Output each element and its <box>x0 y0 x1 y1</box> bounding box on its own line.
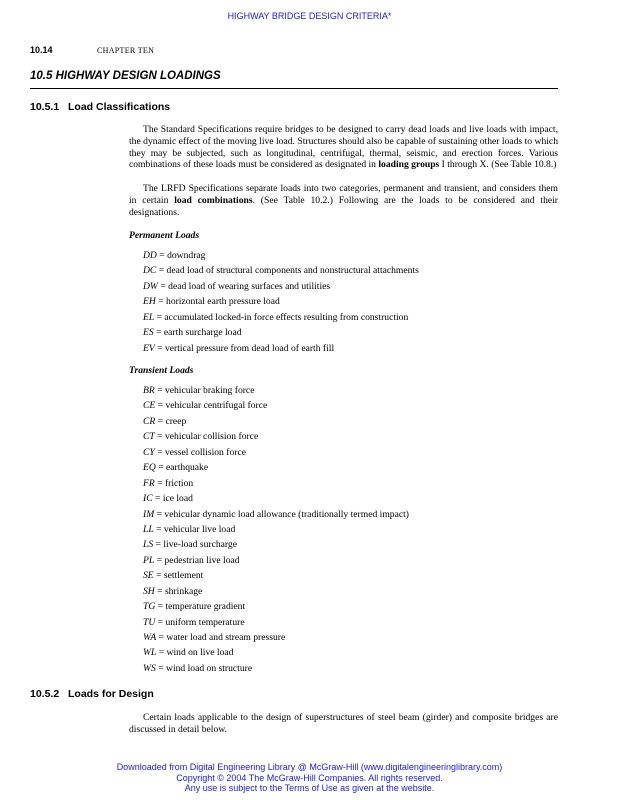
equals-sign: = <box>156 632 167 643</box>
equals-sign: = <box>154 585 165 597</box>
equals-sign: = <box>156 265 167 277</box>
transient-loads-heading: Transient Loads <box>129 365 194 376</box>
subsection-number: 10.5.2 <box>30 688 60 700</box>
load-description: live-load surcharge <box>163 539 237 551</box>
load-symbol: ES <box>143 327 154 339</box>
load-symbol: PL <box>143 554 155 566</box>
load-item-eh <box>143 294 419 309</box>
load-symbol: BR <box>143 385 155 396</box>
load-description: uniform temperature <box>165 616 245 628</box>
load-symbol: WL <box>143 647 157 659</box>
load-symbol: CE <box>143 400 156 412</box>
load-symbol: EV <box>143 342 155 354</box>
load-item-br <box>143 383 409 398</box>
load-item-cr <box>143 414 409 429</box>
load-description: dead load of structural components and nonstructural attachments <box>166 265 419 277</box>
load-item-ws <box>143 661 409 676</box>
load-symbol: SE <box>143 570 154 582</box>
subsection-title: Load Classifications <box>68 101 171 113</box>
equals-sign: = <box>156 647 167 659</box>
section-divider <box>30 88 558 89</box>
equals-sign: = <box>155 415 166 427</box>
load-description: vertical pressure from dead load of earth fill <box>164 342 335 354</box>
equals-sign: = <box>153 523 164 535</box>
load-symbol: CR <box>143 415 156 427</box>
equals-sign: = <box>154 431 165 443</box>
load-description: settlement <box>163 570 204 582</box>
paragraph-text: I through X. (See Table 10.8.) <box>439 159 557 171</box>
load-description: dead load of wearing surfaces and utilities <box>168 280 331 292</box>
equals-sign: = <box>152 493 163 505</box>
load-description: earthquake <box>166 462 209 474</box>
section-title: 10.5 HIGHWAY DESIGN LOADINGS <box>30 70 221 82</box>
load-item-pl <box>143 553 409 568</box>
paragraph-text: The LRFD Specifications separate loads into two categories, permanent and transient, and considers them in certain <box>129 183 558 206</box>
equals-sign: = <box>155 616 166 628</box>
load-symbol: SH <box>143 585 155 597</box>
paragraph-standard-specifications <box>129 124 558 171</box>
equals-sign: = <box>157 280 169 292</box>
load-item-im <box>143 507 409 522</box>
load-symbol: IC <box>143 493 153 505</box>
equals-sign: = <box>155 601 166 613</box>
load-item-wa <box>143 630 409 645</box>
equals-sign: = <box>153 570 164 582</box>
load-item-dc <box>143 263 419 278</box>
subsection-heading-load-classifications <box>30 101 170 113</box>
load-description: vehicular braking force <box>164 385 255 396</box>
load-symbol: CY <box>143 446 155 458</box>
load-symbol: EL <box>143 311 155 323</box>
load-item-dd <box>143 248 419 263</box>
equals-sign: = <box>156 250 168 261</box>
load-description: vehicular centrifugal force <box>165 400 268 412</box>
equals-sign: = <box>154 477 165 489</box>
footer-line-copyright: Copyright © 2004 The McGraw-Hill Companies. All rights reserved. <box>176 772 443 783</box>
load-symbol: TU <box>143 616 156 628</box>
footer-line-terms: Any use is subject to the Terms of Use as given at the website. <box>184 783 435 793</box>
paragraph-text: . (See Table 10.2.) Following are the loads to be considered and their designations. <box>129 194 559 218</box>
load-item-ct <box>143 429 409 444</box>
footer-line-download[interactable]: Downloaded from Digital Engineering Library @ McGraw-Hill (www.digitalengineeringlibrary.com) <box>116 762 503 772</box>
load-item-eq <box>143 460 409 475</box>
equals-sign: = <box>153 327 164 339</box>
equals-sign: = <box>154 342 165 354</box>
load-item-ce <box>143 398 409 413</box>
load-item-cy <box>143 445 409 460</box>
load-symbol: DC <box>143 265 157 277</box>
load-symbol: CT <box>143 431 155 443</box>
load-symbol: EQ <box>143 462 156 474</box>
load-symbol: DD <box>143 250 157 261</box>
equals-sign: = <box>154 446 165 458</box>
load-symbol: EH <box>143 296 156 308</box>
term-loading-groups: loading groups <box>378 159 440 171</box>
page-number: 10.14 <box>30 45 53 55</box>
load-item-se <box>143 568 409 583</box>
load-description: vessel collision force <box>164 446 246 458</box>
equals-sign: = <box>153 539 164 551</box>
load-description: vehicular collision force <box>164 431 259 443</box>
chapter-label: CHAPTER TEN <box>97 46 155 55</box>
equals-sign: = <box>155 296 167 308</box>
load-item-fr <box>143 476 409 491</box>
load-item-ll <box>143 522 409 537</box>
load-description: vehicular dynamic load allowance (traditionally termed impact) <box>164 508 409 520</box>
subsection-heading-loads-for-design <box>30 688 154 700</box>
load-description: creep <box>165 415 187 427</box>
equals-sign: = <box>155 400 166 412</box>
load-description: temperature gradient <box>165 601 246 613</box>
load-description: downdrag <box>167 250 206 261</box>
load-item-tu <box>143 615 409 630</box>
paragraph-text: The Standard Specifications require bridges to be designed to carry dead loads and live loads with impact, the dynamic effect of the moving live load. Structures should also be capable of sustaining other loads to which they may be subjected, such as longitudinal, centrifugal, thermal, seismic, and erection forces. Various combinations of these loads must be considered as designated in <box>129 124 558 171</box>
load-description: friction <box>164 477 194 489</box>
load-description: pedestrian live load <box>164 554 240 566</box>
load-description: vehicular live load <box>163 523 236 535</box>
term-load-combinations: load combinations <box>174 194 253 206</box>
load-description: earth surcharge load <box>163 327 242 339</box>
load-symbol: DW <box>143 280 158 292</box>
load-symbol: WA <box>143 632 157 643</box>
paragraph-lrfd-specifications <box>129 183 558 218</box>
equals-sign: = <box>155 462 167 474</box>
load-symbol: WS <box>143 662 156 674</box>
load-item-dw <box>143 279 419 294</box>
load-description: horizontal earth pressure load <box>166 296 280 308</box>
load-description: shrinkage <box>164 585 203 597</box>
load-item-tg <box>143 599 409 614</box>
load-description: accumulated locked-in force effects resulting from construction <box>164 311 409 323</box>
subsection-title: Loads for Design <box>68 688 154 700</box>
load-symbol: IM <box>143 508 155 520</box>
equals-sign: = <box>155 662 167 674</box>
paragraph-loads-for-design: Certain loads applicable to the design of superstructures of steel beam (girder) and composite bridges are discussed in detail below. <box>129 712 558 735</box>
equals-sign: = <box>154 385 165 396</box>
load-symbol: LS <box>143 539 154 551</box>
permanent-loads-heading: Permanent Loads <box>129 230 200 241</box>
equals-sign: = <box>154 311 165 323</box>
equals-sign: = <box>154 554 165 566</box>
load-symbol: FR <box>143 477 155 489</box>
load-description: ice load <box>162 493 193 505</box>
permanent-loads-list <box>143 248 419 356</box>
load-symbol: LL <box>143 523 154 535</box>
load-item-ev <box>143 341 419 356</box>
load-description: wind load on structure <box>166 662 253 674</box>
load-symbol: TG <box>143 601 156 613</box>
subsection-number: 10.5.1 <box>30 101 60 113</box>
copyright-footer <box>0 762 619 794</box>
load-item-sh <box>143 584 409 599</box>
load-description: water load and stream pressure <box>166 632 286 643</box>
document-banner: HIGHWAY BRIDGE DESIGN CRITERIA* <box>227 11 392 21</box>
equals-sign: = <box>154 508 165 520</box>
load-item-wl <box>143 645 409 660</box>
transient-loads-list <box>143 383 409 676</box>
load-description: wind on live load <box>166 647 234 659</box>
load-item-ic <box>143 491 409 506</box>
load-item-ls <box>143 537 409 552</box>
load-item-es <box>143 325 419 340</box>
load-item-el <box>143 310 419 325</box>
